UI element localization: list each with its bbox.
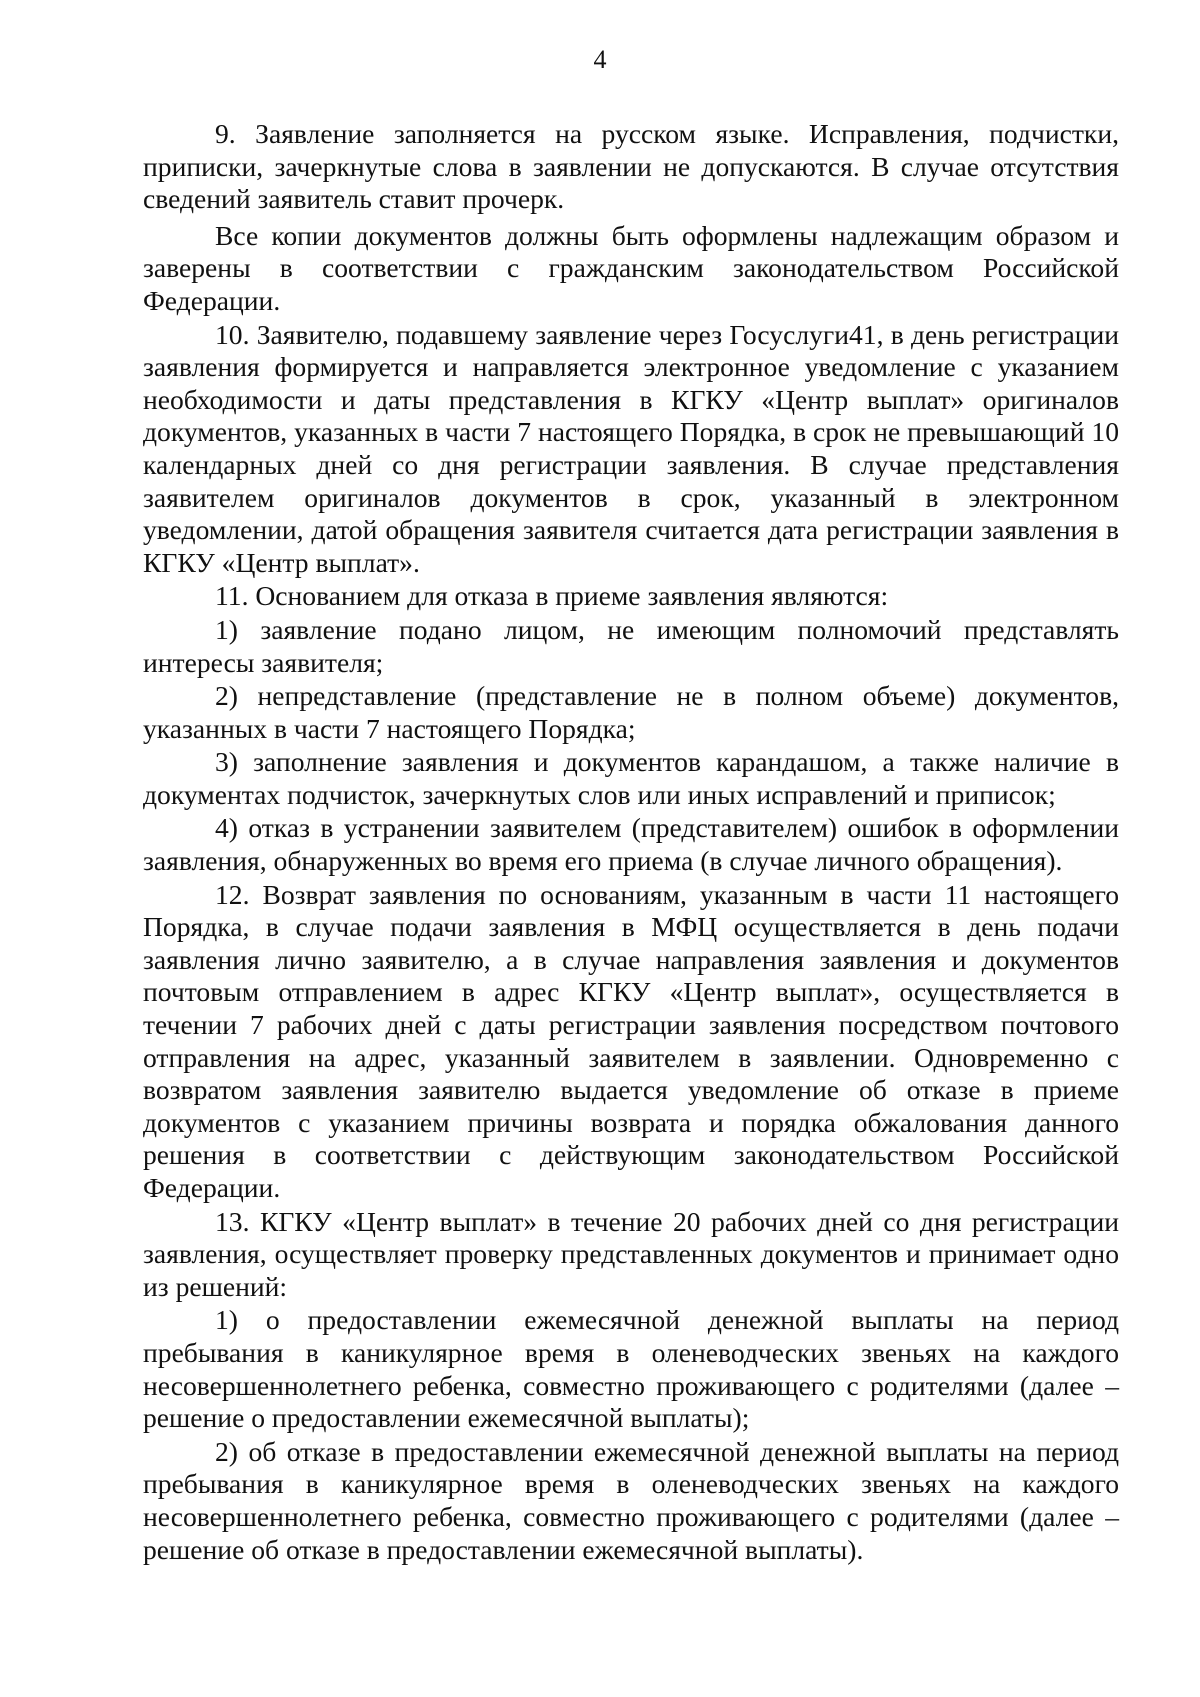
paragraph-11-item-2: 2) непредставление (представление не в полном объеме) документов, указанных в части 7 настоящего Порядка; <box>143 680 1119 744</box>
paragraph-11-item-3: 3) заполнение заявления и документов карандашом, а также наличие в документах подчисток, зачеркнутых слов или иных исправлений и приписок; <box>143 746 1119 810</box>
paragraph-13: 13. КГКУ «Центр выплат» в течение 20 рабочих дней со дня регистрации заявления, осуществляет проверку представленных документов и принимает одно из решений: <box>143 1205 1119 1302</box>
document-body <box>143 118 1119 1567</box>
paragraph-11-item-4: 4) отказ в устранении заявителем (представителем) ошибок в оформлении заявления, обнаруженных во время его приема (в случае личного обращения). <box>143 812 1119 877</box>
paragraph-11: 11. Основанием для отказа в приеме заявления являются: <box>215 580 889 612</box>
page-number: 4 <box>593 45 607 74</box>
paragraph-9: 9. Заявление заполняется на русском языке. Исправления, подчистки, приписки, зачеркнутые слова в заявлении не допускаются. В случае отсутствия сведений заявитель ставит прочерк. <box>143 118 1119 215</box>
paragraph-13-item-2: 2) об отказе в предоставлении ежемесячной денежной выплаты на период пребывания в каникулярное время в оленеводческих звеньях на каждого несовершеннолетнего ребенка, совместно проживающего с родителями (далее – решение об отказе в предоставлении ежемесячной выплаты). <box>143 1435 1119 1565</box>
paragraph-10: 10. Заявителю, подавшему заявление через Госуслуги41, в день регистрации заявления формируется и направляется электронное уведомление с указанием необходимости и даты представления в КГКУ «Центр выплат» оригиналов документов, указанных в части 7 настоящего Порядка, в срок не превышающий 10 календарных дней со дня регистрации заявления. В случае представления заявителем оригиналов документов в срок, указанный в электронном уведомлении, датой обращения заявителя считается дата регистрации заявления в КГКУ «Центр выплат». <box>143 318 1119 578</box>
paragraph-12: 12. Возврат заявления по основаниям, указанным в части 11 настоящего Порядка, в случае подачи заявления в МФЦ осуществляется в день подачи заявления лично заявителю, а в случае направления заявления и документов почтовым отправлением в адрес КГКУ «Центр выплат», осуществляется в течении 7 рабочих дней с даты регистрации заявления посредством почтового отправления на адрес, указанный заявителем в заявлении. Одновременно с возвратом заявления заявителю выдается уведомление об отказе в приеме документов с указанием причины возврата и порядка обжалования данного решения в соответствии с действующим законодательством Российской Федерации. <box>143 878 1119 1203</box>
paragraph-11-item-1: 1) заявление подано лицом, не имеющим полномочий представлять интересы заявителя; <box>143 613 1119 678</box>
paragraph-13-item-1: 1) о предоставлении ежемесячной денежной выплаты на период пребывания в каникулярное время в оленеводческих звеньях на каждого несовершеннолетнего ребенка, совместно проживающего с родителями (далее – решение о предоставлении ежемесячной выплаты); <box>143 1304 1119 1434</box>
paragraph-9-copies: Все копии документов должны быть оформлены надлежащим образом и заверены в соответствии с гражданским законодательством Российской Федерации. <box>143 219 1119 316</box>
